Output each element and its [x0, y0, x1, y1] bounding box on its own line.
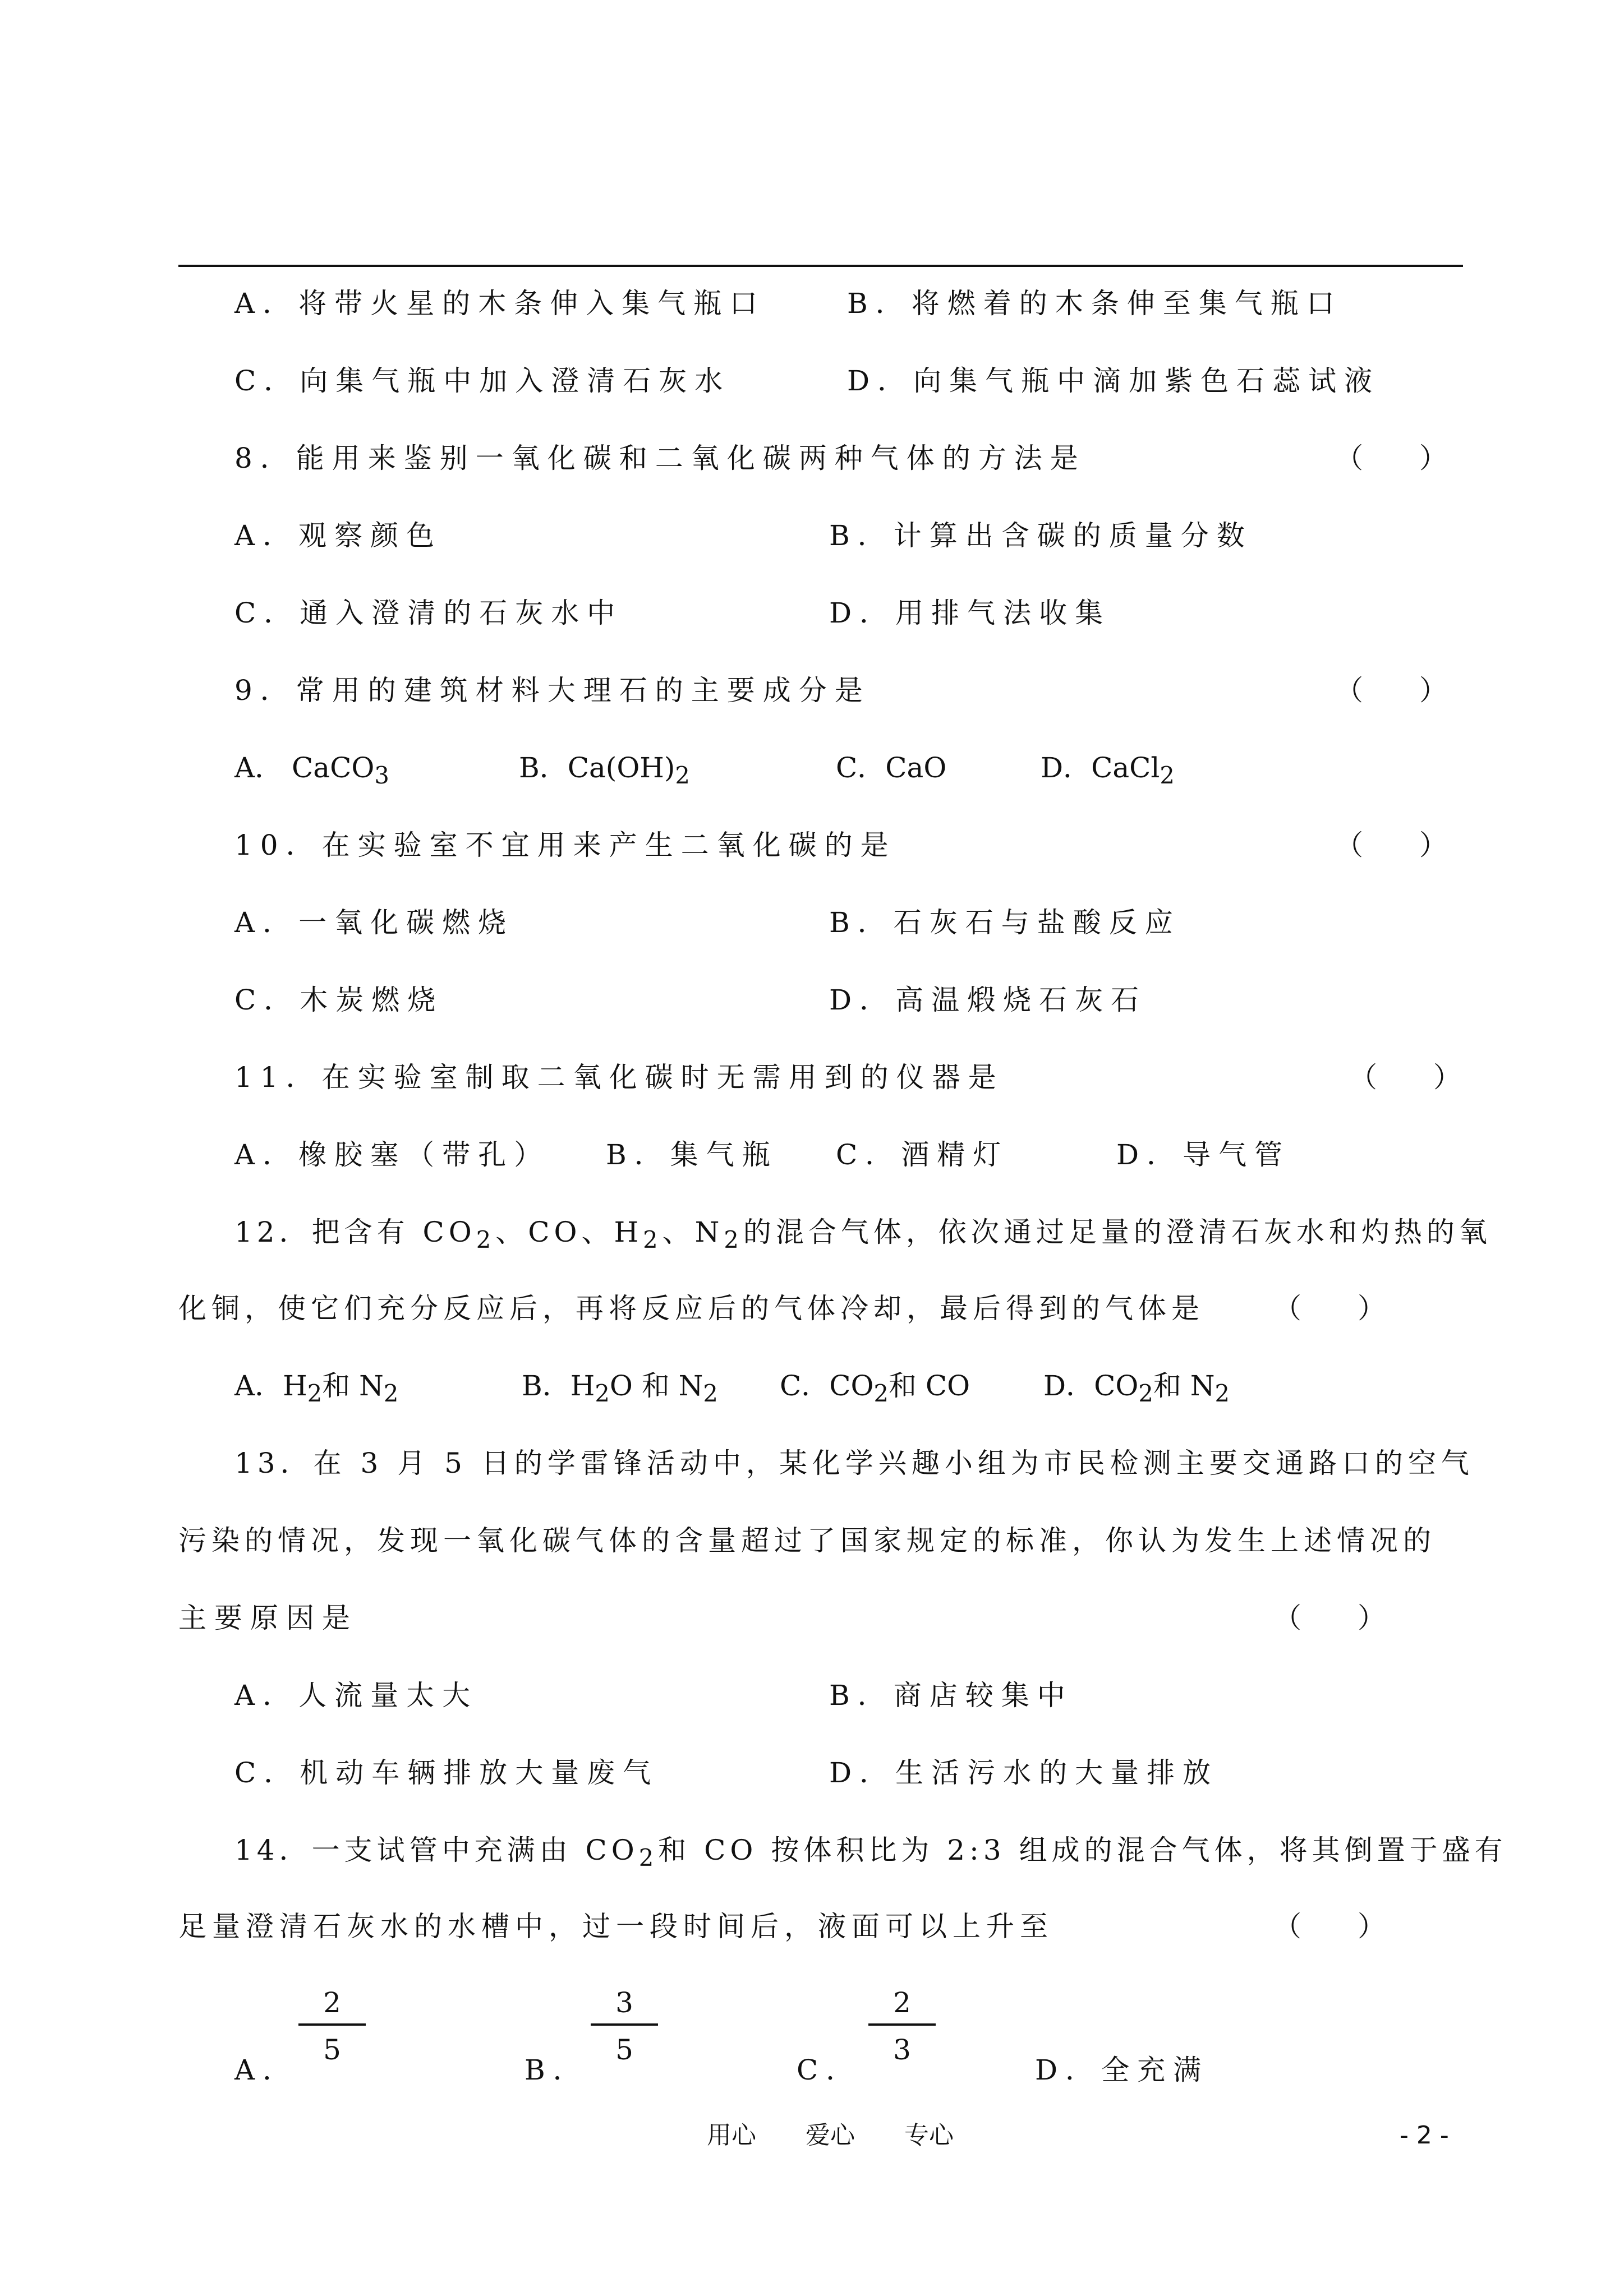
fraction-bar: [868, 2023, 936, 2026]
page-number: - 2 -: [1400, 2121, 1449, 2150]
q8-option-c: C．通入澄清的石灰水中: [234, 597, 623, 629]
q9-option-c: C．CaO: [836, 751, 947, 784]
q13-stem-line2: 污染的情况，发现一氧化碳气体的含量超过了国家规定的标准，你认为发生上述情况的: [178, 1524, 1436, 1557]
q9-stem: 9．常用的建筑材料大理石的主要成分是: [234, 674, 871, 707]
q7-option-b: B．将燃着的木条伸至集气瓶口: [847, 287, 1342, 320]
q8-option-d: D．用排气法收集: [829, 597, 1111, 629]
q14-option-d: D．全充满: [1035, 2054, 1209, 2086]
q12-option-a: A．$H_2$和 $N_2$: [234, 1370, 399, 1407]
q9-option-b: B．$Ca(OH)_2$: [519, 751, 690, 789]
q14-stem-line1: 14．一支试管中充满由 $CO_2$和 CO 按体积比为 2:3 组成的混合气体，将其倒置于盛有: [234, 1834, 1507, 1871]
q11-stem: 11．在实验室制取二氧化碳时无需用到的仪器是: [234, 1061, 1004, 1094]
q9-option-a: A． CaCO$_3$: [234, 751, 389, 789]
q10-stem: 10．在实验室不宜用来产生二氧化碳的是: [234, 829, 896, 861]
q13-stem-line3: 主要原因是: [178, 1602, 358, 1634]
q13-option-b: B．商店较集中: [829, 1679, 1073, 1712]
footer-motto: 用心 爱心 专心: [707, 2121, 954, 2150]
q13-option-c: C．机动车辆排放大量废气: [234, 1756, 659, 1789]
q12-answer-blank: （ ）: [1273, 1292, 1386, 1325]
q8-stem: 8．能用来鉴别一氧化碳和二氧化碳两种气体的方法是: [234, 442, 1086, 474]
q10-option-d: D．高温煅烧石灰石: [829, 984, 1147, 1016]
q11-option-b: B．集气瓶: [606, 1138, 778, 1171]
q10-option-b: B．石灰石与盐酸反应: [829, 906, 1181, 939]
fraction-denominator: 5: [323, 2034, 341, 2066]
q14-option-c-fraction: [868, 1985, 936, 2067]
q12-option-d: D．$CO_2$和 $N_2$: [1043, 1370, 1230, 1407]
q13-stem-line1: 13．在 3 月 5 日的学雷锋活动中，某化学兴趣小组为市民检测主要交通路口的空气: [234, 1447, 1474, 1479]
q12-option-b: B．$H_2O$ 和 $N_2$: [522, 1370, 718, 1407]
fraction-denominator: 5: [615, 2034, 633, 2066]
q14-answer-blank: （ ）: [1273, 1910, 1386, 1943]
q11-option-c: C．酒精灯: [836, 1138, 1009, 1171]
q8-option-a: A．观察颜色: [234, 519, 443, 552]
q11-answer-blank: （ ）: [1349, 1061, 1461, 1094]
q10-option-a: A．一氧化碳燃烧: [234, 906, 514, 939]
fraction-numerator: 3: [615, 1986, 633, 2019]
q7-option-c: C．向集气瓶中加入澄清石灰水: [234, 365, 731, 397]
q13-option-a: A．人流量太大: [234, 1679, 479, 1712]
fraction-denominator: 3: [893, 2034, 911, 2066]
q13-option-d: D．生活污水的大量排放: [829, 1756, 1219, 1789]
q8-option-b: B．计算出含碳的质量分数: [829, 519, 1253, 552]
q7-option-a: A．将带火星的木条伸入集气瓶口: [234, 287, 766, 320]
q14-stem-line2: 足量澄清石灰水的水槽中，过一段时间后，液面可以上升至: [178, 1910, 1053, 1943]
q10-answer-blank: （ ）: [1335, 829, 1447, 861]
fraction-numerator: 2: [323, 1986, 341, 2019]
q14-option-b-fraction: [591, 1985, 658, 2067]
q12-stem-line1: 12．把含有 $CO_2$、CO、$H_2$、$N_2$的混合气体，依次通过足量的澄清石灰水和灼热的氧: [234, 1216, 1492, 1253]
q8-answer-blank: （ ）: [1335, 442, 1447, 474]
fraction-bar: [298, 2023, 366, 2026]
q9-answer-blank: （ ）: [1335, 674, 1447, 707]
q12-stem-line2: 化铜，使它们充分反应后，再将反应后的气体冷却，最后得到的气体是: [178, 1292, 1204, 1325]
q14-option-b-label: B．: [525, 2054, 589, 2086]
q14-option-a-label: A．: [234, 2054, 299, 2086]
q10-option-c: C．木炭燃烧: [234, 984, 444, 1016]
q12-option-c: C．$CO_2$和 CO: [780, 1370, 970, 1407]
q7-option-d: D．向集气瓶中滴加紫色石蕊试液: [847, 365, 1381, 397]
q14-option-c-label: C．: [797, 2054, 862, 2086]
fraction-bar: [591, 2023, 658, 2026]
q14-option-a-fraction: [298, 1985, 366, 2067]
fraction-numerator: 2: [893, 1986, 911, 2019]
q13-answer-blank: （ ）: [1273, 1602, 1386, 1634]
q11-option-d: D．导气管: [1116, 1138, 1291, 1171]
q11-option-a: A．橡胶塞（带孔）: [234, 1138, 550, 1171]
q9-option-d: D．CaCl$_2$: [1041, 751, 1175, 789]
header-rule: [178, 265, 1463, 267]
